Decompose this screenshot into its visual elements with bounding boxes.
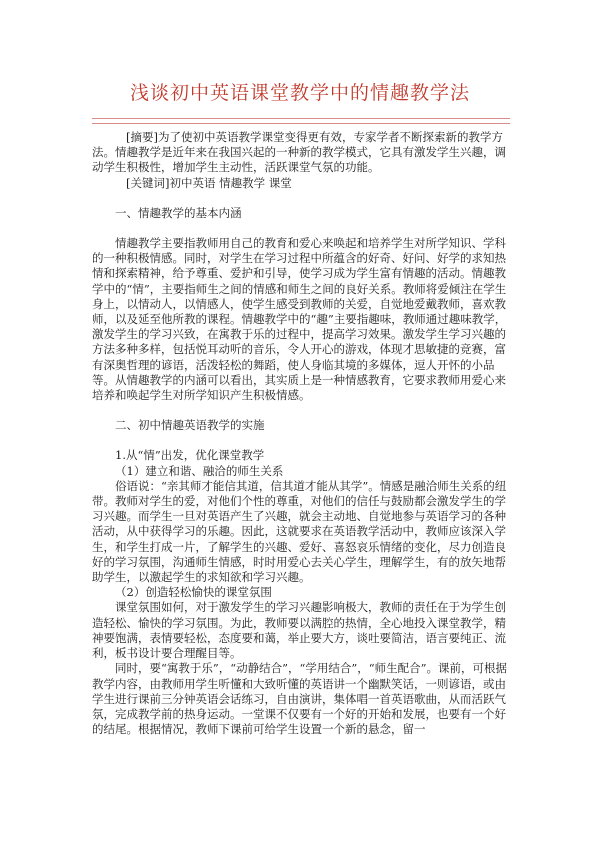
paragraph: 课堂氛围如何，对于激发学生的学习兴趣影响极大，教师的责任在于为学生创造轻松、愉快的学习氛围。为此，教师要以满腔的热情，全心地投入课堂教学，精神要饱满，表情要轻松，态度要和蔼，举止要大方，谈吐要简洁，语言要纯正、流利，板书设计要合理醒目等。 [92, 600, 506, 661]
subsection-heading: 1.从“情”出发，优化课堂教学 [115, 448, 265, 463]
subsubsection-heading: （1）建立和谐、融洽的师生关系 [115, 463, 284, 478]
subsubsection-heading: （2）创造轻松愉快的课堂氛围 [115, 585, 272, 600]
paragraph: 同时，要“寓教于乐”，“动静结合”，“学用结合”，“师生配合”。课前，可根据教学内容，由教师用学生听懂和大致听懂的英语讲一个幽默笑话，一则谚语，或由学生进行课前三分钟英语会话练习，自由演讲，集体唱一首英语歌曲，从而活跃气氛，完成教学前的热身运动。一堂课不仅要有一个好的开始和发展，也要有一个好的结尾。根据情况，教师下课前可给学生设置一个新的悬念，留一 [92, 661, 508, 737]
document-body [92, 130, 510, 737]
title-divider [92, 118, 510, 124]
spacer [92, 403, 510, 418]
keywords: [关键词]初中英语 情趣教学 课堂 [126, 175, 292, 190]
section1-heading: 一、情趣教学的基本内涵 [115, 205, 242, 220]
abstract: [摘要]为了使初中英语教学课堂变得更有效，专家学者不断探索新的教学方法。情趣教学是近年来在我国兴起的一种新的教学模式，它具有激发学生兴趣，调动学生积极性，增加学生主动性，活跃课堂气氛的功能。 [92, 130, 506, 175]
spacer [92, 191, 510, 206]
section2-heading: 二、初中情趣英语教学的实施 [115, 418, 265, 433]
spacer [92, 433, 510, 448]
spacer [92, 221, 510, 236]
paragraph: 俗语说：“亲其师才能信其道，信其道才能从其学”。情感是融洽师生关系的纽带。教师对学生的爱，对他们个性的尊重，对他们的信任与鼓励都会激发学生的学习兴趣。而学生一旦对英语产生了兴趣，就会主动地、自觉地参与英语学习的各种活动，从中获得学习的乐趣。因此，这就要求在英语教学活动中，教师应该深入学生，和学生打成一片，了解学生的兴趣、爱好、喜怒哀乐情绪的变化，尽力创造良好的学习氛围，沟通师生情感，时时用爱心去关心学生，理解学生，有的放矢地帮助学生，以激起学生的求知欲和学习兴趣。 [92, 478, 507, 585]
section1-paragraph: 情趣教学主要指教师用自己的教育和爱心来唤起和培养学生对所学知识、学科的一种积极情感。同时，对学生在学习过程中所蕴含的好奇、好问、好学的求知热情和探索精神，给予尊重、爱护和引导，使学习成为学生富有情趣的活动。情趣教学中的“情”，主要指师生之间的情感和师生之间的良好关系。教师将爱倾注在学生身上，以情动人，以情感人，使学生感受到教师的关爱，自觉地爱戴教师，喜欢教师，以及延至他所教的课程。情趣教学中的“趣”主要指趣味，教师通过趣味教学，激发学生的学习兴致，在寓教于乐的过程中，提高学习效果。激发学生学习兴趣的方法多种多样，包括悦耳动听的音乐，令人开心的游戏，体现才思敏捷的竞赛，富有深奥哲理的谚语，活泼轻松的舞蹈，使人身临其境的多媒体，逗人开怀的小品等。从情趣教学的内涵可以看出，其实质上是一种情感教育，它要求教师用爱心来培养和唤起学生对所学知识产生积极情感。 [92, 236, 507, 403]
page-title: 浅谈初中英语课堂教学中的情趣教学法 [129, 82, 470, 104]
